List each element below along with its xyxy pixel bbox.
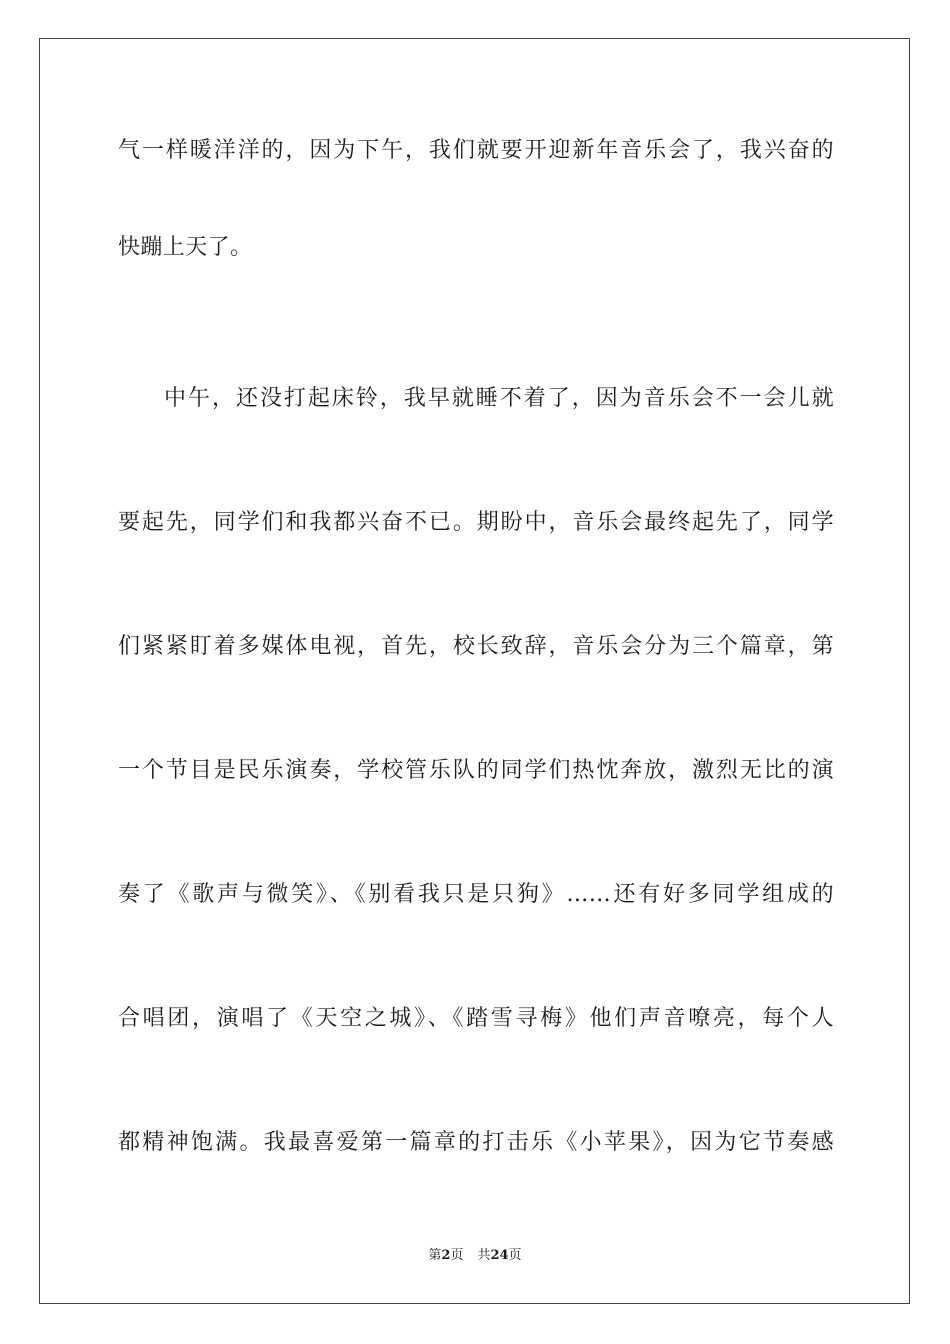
- text-line-1: 气一样暖洋洋的，因为下午，我们就要开迎新年音乐会了，我兴奋的: [118, 138, 834, 163]
- footer-total-suffix: 页: [508, 1248, 522, 1263]
- text-line-4: 要起先，同学们和我都兴奋不已。期盼中，音乐会最终起先了，同学: [118, 510, 834, 535]
- page-footer: [0, 1247, 950, 1265]
- text-line-8: 合唱团，演唱了《天空之城》、《踏雪寻梅》他们声音嘹亮，每个人: [118, 1006, 834, 1031]
- footer-total-number: 24: [490, 1248, 509, 1263]
- text-line-5: 们紧紧盯着多媒体电视，首先，校长致辞，音乐会分为三个篇章，第: [118, 634, 834, 659]
- footer-page-suffix: 页: [450, 1248, 464, 1263]
- footer-page-number: 2: [441, 1248, 451, 1263]
- text-line-6: 一个节目是民乐演奏，学校管乐队的同学们热忱奔放，激烈无比的演: [118, 758, 834, 783]
- text-line-7: 奏了《歌声与微笑》、《别看我只是只狗》……还有好多同学组成的: [118, 882, 834, 907]
- text-line-3: 中午，还没打起床铃，我早就睡不着了，因为音乐会不一会儿就: [164, 386, 834, 411]
- text-line-9: 都精神饱满。我最喜爱第一篇章的打击乐《小苹果》，因为它节奏感: [118, 1130, 834, 1155]
- footer-page-prefix: 第: [428, 1248, 442, 1263]
- text-line-2: 快蹦上天了。: [118, 235, 253, 260]
- page-border: [39, 38, 910, 1304]
- footer-total-prefix: 共: [477, 1248, 491, 1263]
